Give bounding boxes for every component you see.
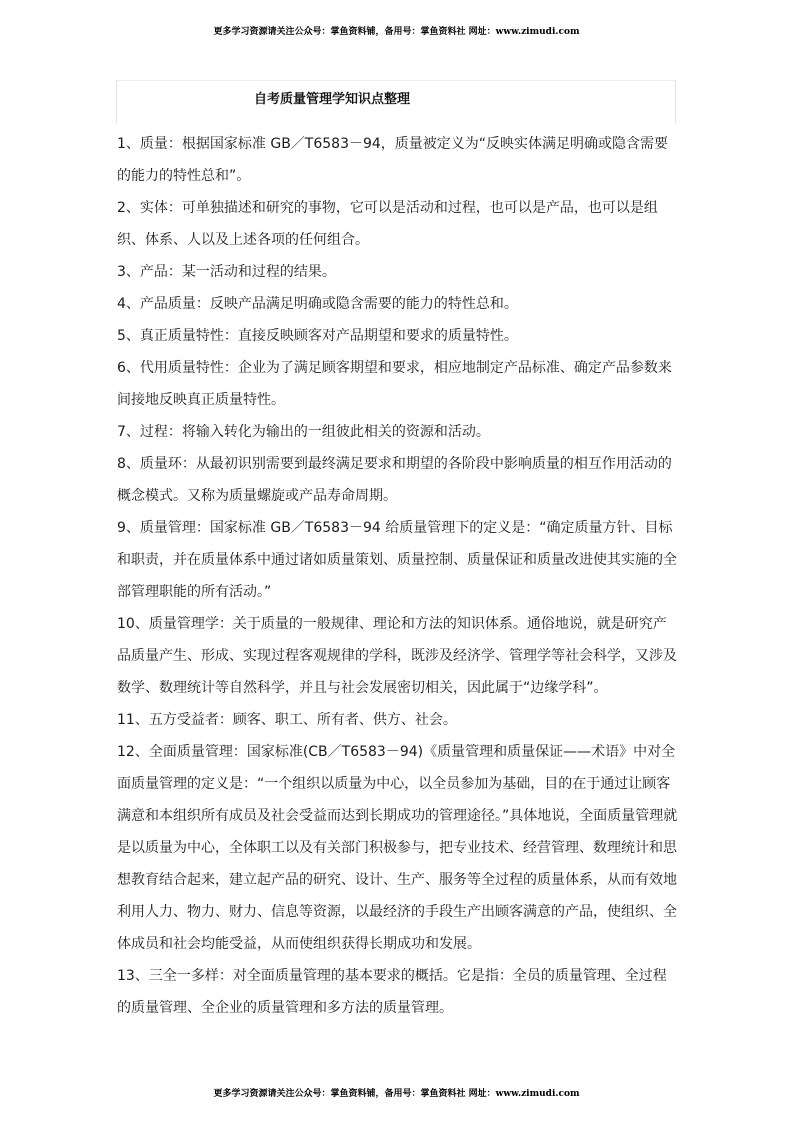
list-item: 11、五方受益者：顾客、职工、所有者、供方、社会。 [117, 712, 457, 728]
list-item: 10、质量管理学：关于质量的一般规律、理论和方法的知识体系。通俗地说，就是研究产品质量产生、形成、实现过程客观规律的学科，既涉及经济学、管理学等社会科学，又涉及数学、数理统计等自然科学，并且与社会发展密切相关，因此属于“边缘学科”。 [117, 616, 677, 696]
list-item: 8、质量环：从最初识别需要到最终满足要求和期望的各阶段中影响质量的相互作用活动的概念模式。又称为质量螺旋或产品寿命周期。 [117, 456, 672, 504]
list-item: 6、代用质量特性：企业为了满足顾客期望和要求，相应地制定产品标准、确定产品参数来间接地反映真正质量特性。 [117, 360, 672, 408]
list-item: 9、质量管理：国家标准 GB／T6583－94 给质量管理下的定义是：“确定质量方针、目标和职责，并在质量体系中通过诸如质量策划、质量控制、质量保证和质量改进使其实施的全部管理职能的所有活动。” [117, 520, 677, 600]
list-item: 7、过程：将输入转化为输出的一组彼此相关的资源和活动。 [117, 424, 490, 440]
document-title: 自考质量管理学知识点整理 [254, 92, 411, 107]
list-item: 2、实体：可单独描述和研究的事物，它可以是活动和过程，也可以是产品，也可以是组织、体系、人以及上述各项的任何组合。 [117, 200, 658, 248]
list-item: 4、产品质量：反映产品满足明确或隐含需要的能力的特性总和。 [117, 296, 518, 312]
list-item: 13、三全一多样：对全面质量管理的基本要求的概括。它是指：全员的质量管理、全过程的质量管理、全企业的质量管理和多方法的质量管理。 [117, 968, 667, 1016]
list-item: 12、全面质量管理：国家标准(CB／T6583－94)《质量管理和质量保证——术语》中对全面质量管理的定义是：“一个组织以质量为中心，以全员参加为基础，目的在于通过让顾客满意和本组织所有成员及社会受益而达到长期成功的管理途径。”具体地说，全面质量管理就是以质量为中心，全体职工以及有关部门积极参与，把专业技术、经营管理、数理统计和思想教育结合起来，建立起产品的研究、设计、生产、服务等全过程的质量体系，从而有效地利用人力、物力、财力、信息等资源，以最经济的手段生产出顾客满意的产品，使组织、全体成员和社会均能受益，从而使组织获得长期成功和发展。 [117, 744, 678, 952]
list-item: 1、质量：根据国家标准 GB／T6583－94，质量被定义为“反映实体满足明确或隐含需要的能力的特性总和”。 [117, 136, 669, 184]
list-item: 5、真正质量特性：直接反映顾客对产品期望和要求的质量特性。 [117, 328, 518, 344]
header-banner: 更多学习资源请关注公众号：掌鱼资料铺，备用号：掌鱼资料社 网址：www.zimudi.com [213, 27, 580, 37]
footer-banner: 更多学习资源请关注公众号：掌鱼资料铺，备用号：掌鱼资料社 网址：www.zimudi.com [213, 1089, 580, 1099]
document-body [117, 128, 679, 1024]
list-item: 3、产品：某一活动和过程的结果。 [117, 264, 336, 280]
